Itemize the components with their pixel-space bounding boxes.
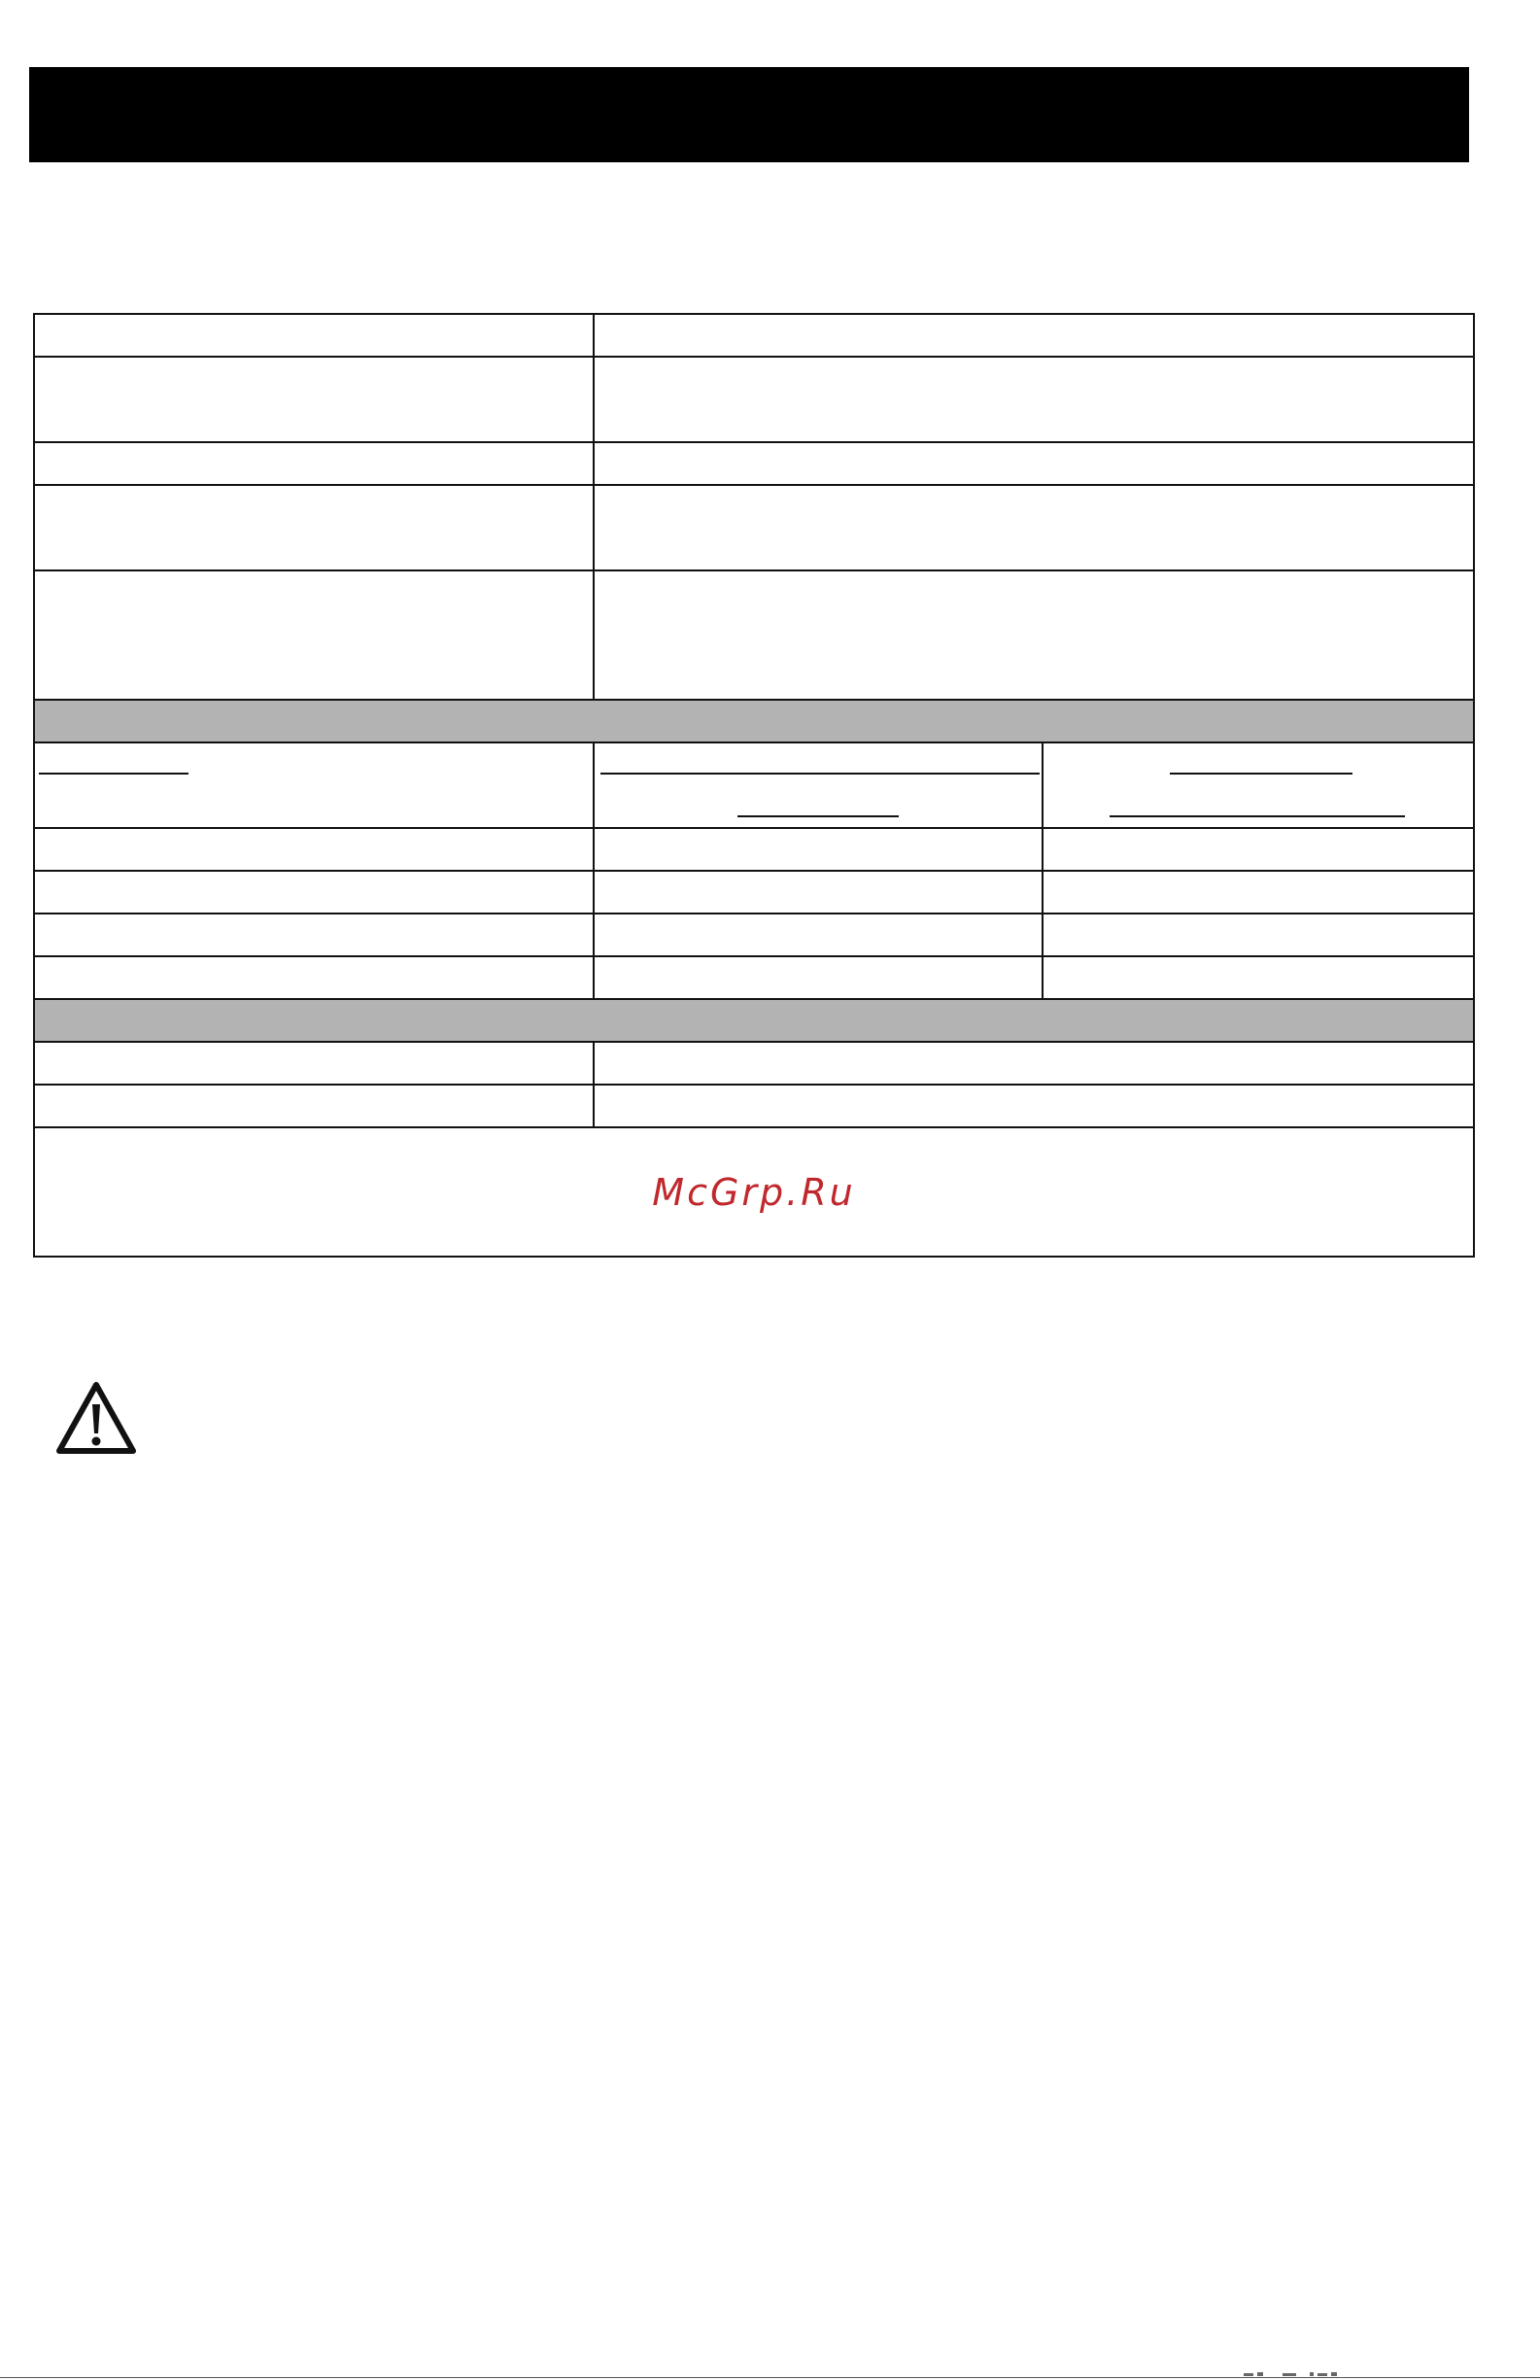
spec-table — [33, 313, 1475, 1258]
table-row — [34, 1042, 1474, 1085]
table-cell — [1043, 828, 1474, 871]
table-row — [34, 1127, 1474, 1257]
table-row — [34, 485, 1474, 570]
table-cell — [594, 1042, 1474, 1085]
section-band-cell — [34, 999, 1474, 1042]
header-underline — [1170, 773, 1352, 775]
table-cell — [34, 357, 594, 442]
watermark-cell — [34, 1127, 1474, 1257]
header-bar — [29, 67, 1469, 162]
table-row — [34, 1085, 1474, 1127]
table-row — [34, 570, 1474, 700]
section-band-cell — [34, 700, 1474, 742]
table-cell — [594, 442, 1474, 485]
table-cell — [34, 956, 594, 999]
column-header-cell — [594, 742, 1043, 828]
table-cell — [34, 570, 594, 700]
table-row — [34, 828, 1474, 871]
table-row — [34, 956, 1474, 999]
header-underline — [600, 773, 1040, 775]
table-cell — [34, 1042, 594, 1085]
header-underline — [1110, 815, 1405, 817]
watermark-text: McGrp.Ru — [652, 1171, 856, 1214]
table-cell — [34, 442, 594, 485]
table-cell — [1043, 914, 1474, 956]
table-cell — [34, 828, 594, 871]
table-row — [34, 914, 1474, 956]
table-cell — [594, 1085, 1474, 1127]
table-cell — [34, 914, 594, 956]
table-cell — [594, 828, 1043, 871]
section-band — [34, 999, 1474, 1042]
column-header-row — [34, 742, 1474, 828]
header-underline — [39, 773, 188, 775]
table-cell — [594, 914, 1043, 956]
column-header-cell — [34, 742, 594, 828]
table-cell — [1043, 871, 1474, 914]
table-cell — [594, 570, 1474, 700]
column-header-cell — [1043, 742, 1474, 828]
table-cell — [594, 871, 1043, 914]
table-cell — [34, 314, 594, 357]
footer-rule — [0, 2377, 1540, 2378]
table-cell — [594, 314, 1474, 357]
table-cell — [594, 357, 1474, 442]
table-row — [34, 442, 1474, 485]
table-cell — [34, 485, 594, 570]
section-band — [34, 700, 1474, 742]
table-cell — [1043, 956, 1474, 999]
table-row — [34, 314, 1474, 357]
header-underline — [737, 815, 899, 817]
table-row — [34, 357, 1474, 442]
table-cell — [594, 485, 1474, 570]
table-cell — [34, 871, 594, 914]
table-cell — [34, 1085, 594, 1127]
table-cell — [594, 956, 1043, 999]
footer-marks — [1244, 2371, 1360, 2377]
warning-triangle-icon — [55, 1381, 137, 1455]
table-row — [34, 871, 1474, 914]
